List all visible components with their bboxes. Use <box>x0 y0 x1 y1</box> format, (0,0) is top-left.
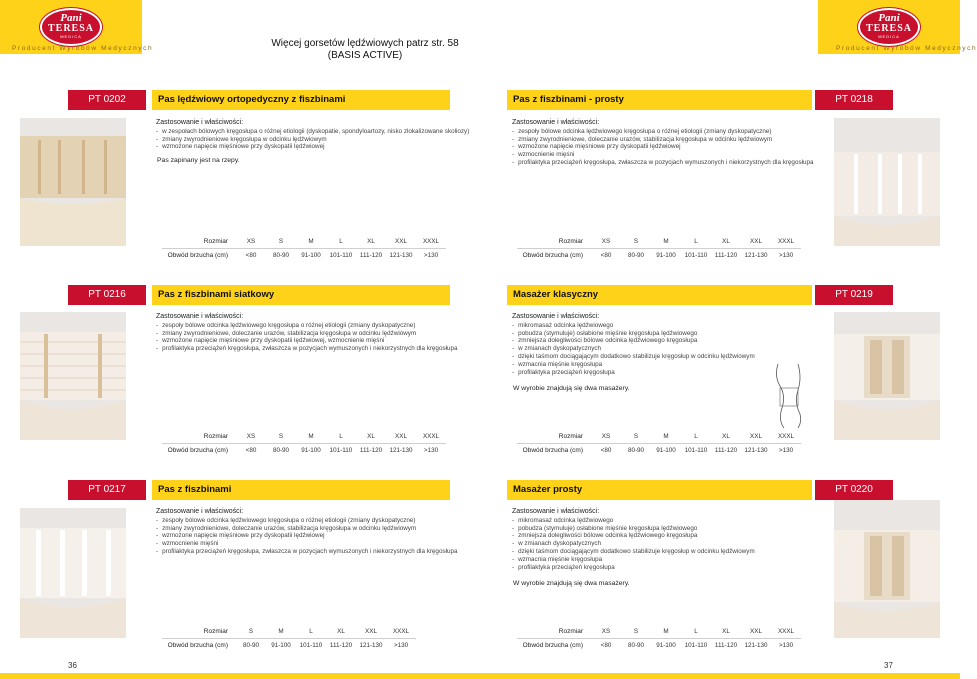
usage-label: Zastosowanie i właściwości: <box>156 313 244 320</box>
size-value: XXL <box>741 430 771 444</box>
bottom-stripe <box>0 673 960 679</box>
waist-value: 121-130 <box>744 642 768 649</box>
size-table <box>162 430 446 457</box>
size-value: XXL <box>386 430 416 444</box>
waist-value: 91-100 <box>656 447 676 454</box>
usage-item: - wzmożone napięcie mięśniowe przy dyskopatii lędźwiowej <box>156 532 456 540</box>
size-table <box>517 430 801 457</box>
size-value: L <box>681 430 711 444</box>
waist-value: 111-120 <box>714 642 738 649</box>
usage-block <box>512 313 812 376</box>
waist-value: 101-110 <box>684 252 708 259</box>
logo-text-medica: MEDICA <box>878 34 900 39</box>
usage-item: - profilaktyka przeciążeń kręgosłupa, zwłaszcza w pozycjach wymuszonych i niekorzystnych dla kręgosłupa <box>512 159 812 167</box>
waist-value: <80 <box>600 447 612 454</box>
waist-value: 101-110 <box>684 447 708 454</box>
usage-item: - zmiany zwyrodnieniowe, doleczanie urazów, stabilizacja kręgosłupa w odcinku lędźwiowym <box>512 136 812 144</box>
waist-value: 121-130 <box>744 252 768 259</box>
product-photo <box>834 312 940 440</box>
usage-item: - profilaktyka przeciążeń kręgosłupa, zwłaszcza w pozycjach wymuszonych i niekorzystnych dla kręgosłupa <box>156 345 456 353</box>
size-value: XL <box>356 235 386 249</box>
logo-text-pani: Pani <box>878 12 900 24</box>
size-value: XXL <box>386 235 416 249</box>
corset-photo-icon <box>20 312 126 440</box>
waist-value: >130 <box>423 252 439 259</box>
brand-tagline: Producent Wyrobów Medycznych <box>12 45 154 52</box>
usage-block <box>512 119 812 167</box>
product-code-tab: PT 0217 <box>68 480 146 500</box>
waist-label: Obwód brzucha (cm) <box>167 252 228 259</box>
size-table <box>517 235 801 262</box>
size-value: XS <box>591 625 621 639</box>
size-label: Rozmiar <box>517 235 591 249</box>
usage-list <box>156 127 470 151</box>
usage-item: - mikromasaż odcinka lędźwiowego <box>512 517 812 525</box>
corset-photo-icon <box>834 118 940 246</box>
waist-value: >130 <box>423 447 439 454</box>
product-note: W wyrobie znajdują się dwa masażery. <box>513 580 630 587</box>
usage-label: Zastosowanie i właściwości: <box>512 119 600 126</box>
waist-value: 111-120 <box>359 447 383 454</box>
waist-value: 80-90 <box>272 252 290 259</box>
waist-value: 111-120 <box>359 252 383 259</box>
waist-value: <80 <box>600 642 612 649</box>
waist-value: 121-130 <box>389 447 413 454</box>
product-note: W wyrobie znajdują się dwa masażery. <box>513 385 630 392</box>
size-value: M <box>651 430 681 444</box>
usage-block <box>156 313 456 353</box>
waist-label: Obwód brzucha (cm) <box>167 642 228 649</box>
waist-value: 80-90 <box>627 252 645 259</box>
usage-label: Zastosowanie i właściwości: <box>156 508 244 515</box>
usage-item: - w zmianach dyskopatycznych <box>512 540 812 548</box>
size-value: XXXL <box>771 625 801 639</box>
usage-item: - w zespołach bólowych kręgosłupa o różnej etiologii (dyskopatie, spondyloartozy, nisko zlokalizowane skoliozy) <box>156 128 456 136</box>
brand-logo-left <box>0 0 154 54</box>
usage-list <box>512 322 812 377</box>
page-number-left: 36 <box>68 661 77 670</box>
size-value: XXL <box>741 625 771 639</box>
waist-value: 111-120 <box>329 642 353 649</box>
size-value: M <box>651 235 681 249</box>
usage-item: - profilaktyka przeciążeń kręgosłupa <box>512 369 812 377</box>
waist-value: 91-100 <box>271 642 291 649</box>
usage-item: - mikromasaż odcinka lędźwiowego <box>512 322 812 330</box>
size-value: M <box>651 625 681 639</box>
size-label: Rozmiar <box>517 625 591 639</box>
size-value: L <box>326 235 356 249</box>
waist-value: 91-100 <box>656 252 676 259</box>
waist-value: >130 <box>778 252 794 259</box>
usage-item: - wzmacnia mięśnie kręgosłupa <box>512 556 812 564</box>
product-title: Pas lędźwiowy ortopedyczny z fiszbinami <box>152 90 450 110</box>
usage-item: - dzięki taśmom dociągającym dodatkowo stabilizuje kręgosłup w odcinku lędźwiowym <box>512 548 812 556</box>
waist-value: 121-130 <box>744 447 768 454</box>
product-code-tab: PT 0220 <box>815 480 893 500</box>
product-photo <box>20 312 126 440</box>
logo-text-teresa: TERESA <box>47 23 94 34</box>
size-value: L <box>326 430 356 444</box>
corset-photo-icon <box>20 508 126 638</box>
corset-photo-icon <box>834 500 940 638</box>
waist-value: 121-130 <box>359 642 383 649</box>
usage-item: - dzięki taśmom dociągającym dodatkowo stabilizuje kręgosłup w odcinku lędźwiowym <box>512 353 812 361</box>
waist-value: 80-90 <box>242 642 260 649</box>
product-code-tab: PT 0216 <box>68 285 146 305</box>
size-label: Rozmiar <box>162 235 236 249</box>
size-value: L <box>296 625 326 639</box>
product-code-tab: PT 0218 <box>815 90 893 110</box>
waist-value: <80 <box>600 252 612 259</box>
logo-emblem <box>858 8 920 46</box>
torso-outline-icon <box>768 362 804 430</box>
usage-list <box>156 322 456 353</box>
product-photo <box>834 118 940 246</box>
waist-value: 80-90 <box>627 642 645 649</box>
size-value: XXL <box>741 235 771 249</box>
product-photo <box>20 118 126 246</box>
product-title: Pas z fiszbinami - prosty <box>507 90 812 110</box>
usage-item: - wzmożone napięcie mięśniowe przy dyskopatii lędźwiowej <box>156 143 456 151</box>
usage-item: - zmniejsza dolegliwości bólowe odcinka lędźwiowego kręgosłupa <box>512 337 812 345</box>
usage-item: - zespoły bólowe odcinka lędźwiowego kręgosłupa o różnej etiologii (zmiany dyskopatyczne) <box>512 128 812 136</box>
waist-value: 91-100 <box>656 642 676 649</box>
usage-list <box>512 517 812 572</box>
waist-value: >130 <box>778 447 794 454</box>
waist-value: 101-110 <box>684 642 708 649</box>
waist-value: 111-120 <box>714 252 738 259</box>
size-value: S <box>266 235 296 249</box>
usage-item: - zmiany zwyrodnieniowe, doleczanie urazów, stabilizacja kręgosłupa w odcinku lędźwiowym <box>156 330 456 338</box>
size-table <box>162 625 416 652</box>
size-value: XL <box>711 235 741 249</box>
waist-value: 101-110 <box>329 447 353 454</box>
size-value: S <box>236 625 266 639</box>
product-code-tab: PT 0219 <box>815 285 893 305</box>
product-title: Masażer prosty <box>507 480 812 500</box>
waist-label: Obwód brzucha (cm) <box>522 252 583 259</box>
waist-value: >130 <box>393 642 409 649</box>
corset-photo-icon <box>20 118 126 246</box>
size-value: M <box>296 430 326 444</box>
usage-item: - zmniejsza dolegliwości bólowe odcinka lędźwiowego kręgosłupa <box>512 532 812 540</box>
waist-label: Obwód brzucha (cm) <box>522 447 583 454</box>
waist-value: 80-90 <box>627 447 645 454</box>
usage-item: - profilaktyka przeciążeń kręgosłupa, zwłaszcza w pozycjach wymuszonych i niekorzystnych dla kręgosłupa <box>156 548 456 556</box>
usage-item: - pobudza (stymuluje) osłabione mięśnie kręgosłupa lędźwiowego <box>512 525 812 533</box>
header-note <box>270 38 460 62</box>
usage-item: - wzmocnienie mięśni <box>156 540 456 548</box>
usage-label: Zastosowanie i właściwości: <box>512 313 600 320</box>
size-value: XXL <box>356 625 386 639</box>
usage-item: - profilaktyka przeciążeń kręgosłupa <box>512 564 812 572</box>
usage-block <box>156 508 456 556</box>
waist-value: 91-100 <box>301 447 321 454</box>
size-value: XL <box>711 430 741 444</box>
waist-value: 121-130 <box>389 252 413 259</box>
size-value: XL <box>711 625 741 639</box>
usage-block <box>512 508 812 571</box>
product-code-tab: PT 0202 <box>68 90 146 110</box>
body-outline-illustration <box>768 362 804 430</box>
size-value: XXXL <box>416 430 446 444</box>
corset-photo-icon <box>834 312 940 440</box>
product-title: Pas z fiszbinami <box>152 480 450 500</box>
waist-value: 91-100 <box>301 252 321 259</box>
header-note-line2: (BASIS ACTIVE) <box>327 50 403 61</box>
size-value: XL <box>356 430 386 444</box>
size-value: XXXL <box>771 430 801 444</box>
usage-item: - wzmożone napięcie mięśniowe przy dyskopatii lędźwiowej <box>512 143 812 151</box>
waist-value: 80-90 <box>272 447 290 454</box>
size-value: L <box>681 235 711 249</box>
usage-item: - wzmacnia mięśnie kręgosłupa <box>512 361 812 369</box>
product-note: Pas zapinany jest na rzepy. <box>157 157 240 164</box>
size-value: XXXL <box>386 625 416 639</box>
size-value: XS <box>236 430 266 444</box>
usage-item: - pobudza (stymuluje) osłabione mięśnie kręgosłupa lędźwiowego <box>512 330 812 338</box>
usage-list <box>156 517 456 556</box>
brand-logo-right <box>818 0 977 54</box>
size-label: Rozmiar <box>517 430 591 444</box>
size-value: XL <box>326 625 356 639</box>
usage-block <box>156 119 470 151</box>
size-value: XS <box>591 430 621 444</box>
usage-item: - wzmożone napięcie mięśniowe przy dyskopatii lędźwiowej, wzmocnienie mięśni <box>156 337 456 345</box>
size-value: S <box>621 625 651 639</box>
size-table <box>517 625 801 652</box>
logo-text-teresa: TERESA <box>865 23 912 34</box>
size-value: S <box>621 235 651 249</box>
waist-value: <80 <box>245 252 257 259</box>
size-value: XXXL <box>416 235 446 249</box>
size-value: M <box>266 625 296 639</box>
product-photo <box>20 508 126 638</box>
waist-value: >130 <box>778 642 794 649</box>
size-value: S <box>266 430 296 444</box>
waist-value: 101-110 <box>329 252 353 259</box>
size-value: L <box>681 625 711 639</box>
waist-value: 101-110 <box>299 642 323 649</box>
product-photo <box>834 500 940 638</box>
waist-label: Obwód brzucha (cm) <box>167 447 228 454</box>
usage-label: Zastosowanie i właściwości: <box>156 119 244 126</box>
logo-text-medica: MEDICA <box>60 34 82 39</box>
usage-item: - zespoły bólowe odcinka lędźwiowego kręgosłupa o różnej etiologii (zmiany dyskopatyczne) <box>156 322 456 330</box>
usage-item: - w zmianach dyskopatycznych <box>512 345 812 353</box>
logo-emblem <box>40 8 102 46</box>
usage-item: - zmiany zwyrodnieniowe kręgosłupa w odcinku lędźwiowym <box>156 136 456 144</box>
size-value: XS <box>236 235 266 249</box>
product-title: Masażer klasyczny <box>507 285 812 305</box>
brand-tagline: Producent Wyrobów Medycznych <box>836 45 977 52</box>
usage-item: - zmiany zwyrodnieniowe, doleczanie urazów, stabilizacja kręgosłupa w odcinku lędźwiowym <box>156 525 456 533</box>
page-number-right: 37 <box>884 661 893 670</box>
usage-label: Zastosowanie i właściwości: <box>512 508 600 515</box>
size-label: Rozmiar <box>162 430 236 444</box>
size-value: S <box>621 430 651 444</box>
size-value: M <box>296 235 326 249</box>
size-value: XS <box>591 235 621 249</box>
size-value: XXXL <box>771 235 801 249</box>
waist-label: Obwód brzucha (cm) <box>522 642 583 649</box>
waist-value: 111-120 <box>714 447 738 454</box>
usage-list <box>512 128 812 167</box>
logo-text-pani: Pani <box>60 12 82 24</box>
header-note-line1: Więcej gorsetów lędźwiowych patrz str. 58 <box>271 38 459 49</box>
usage-item: - zespoły bólowe odcinka lędźwiowego kręgosłupa o różnej etiologii (zmiany dyskopatyczne) <box>156 517 456 525</box>
usage-item: - wzmocnienie mięśni <box>512 151 812 159</box>
size-table <box>162 235 446 262</box>
product-title: Pas z fiszbinami siatkowy <box>152 285 450 305</box>
waist-value: <80 <box>245 447 257 454</box>
size-label: Rozmiar <box>162 625 236 639</box>
